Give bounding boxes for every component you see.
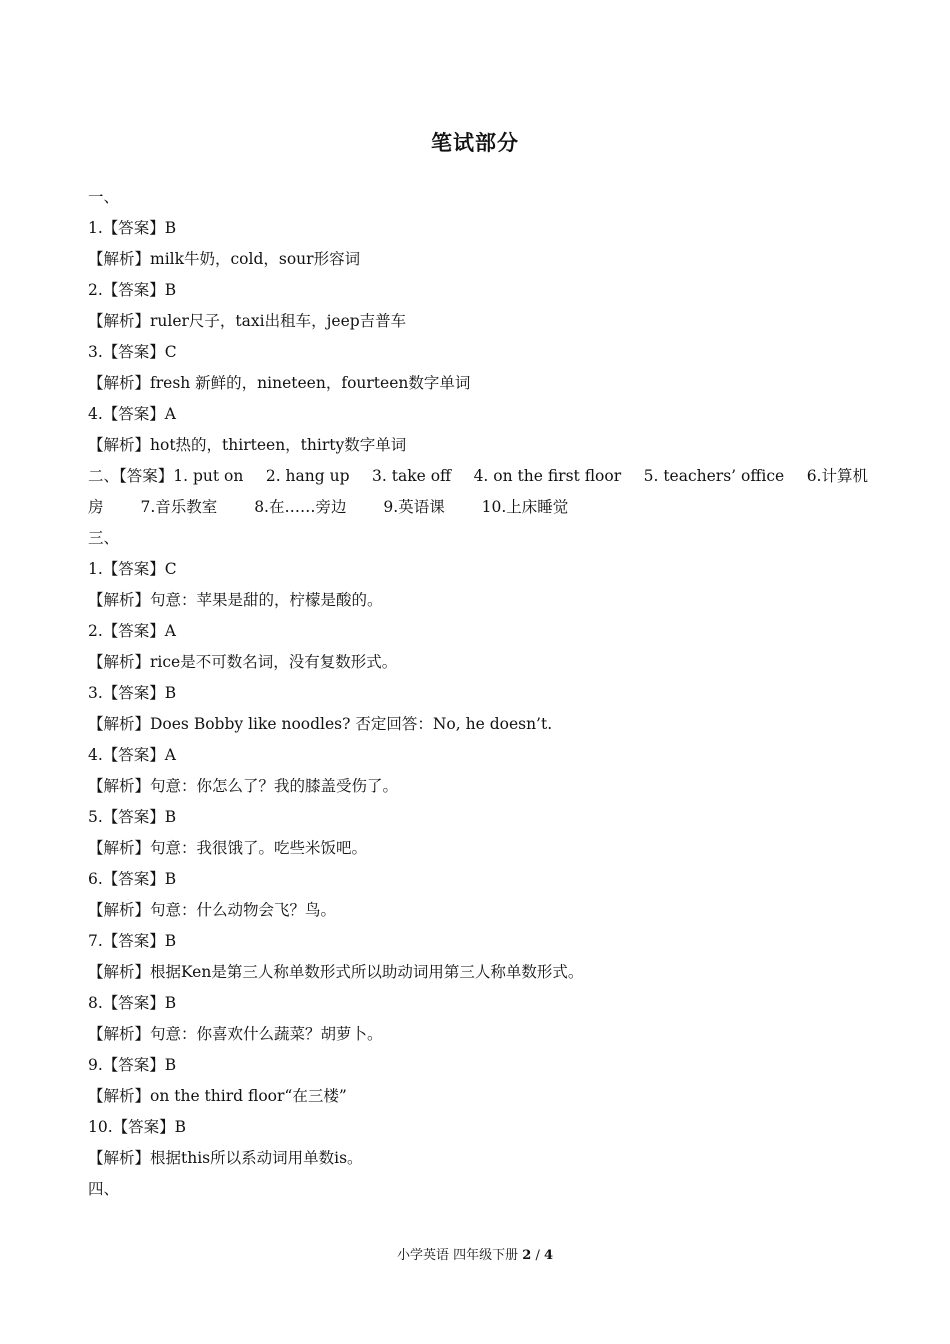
section-two-answers (88, 461, 868, 492)
answer-item: 7.音乐教室 (140, 498, 218, 516)
text-line: 【解析】句意：你喜欢什么蔬菜？胡萝卜。 (88, 1025, 383, 1043)
footer-label: 小学英语 四年级下册 (396, 1248, 519, 1263)
text-line: 1.【答案】C (88, 560, 177, 578)
answer-item: 3. take off (372, 467, 452, 485)
page-separator: / (535, 1248, 540, 1263)
answer-item: 6.计算机 (806, 467, 868, 485)
text-line: 【解析】hot热的，thirteen，thirty数字单词 (88, 436, 407, 454)
page-number: 2 (522, 1248, 532, 1263)
text-line: 3.【答案】B (88, 684, 177, 702)
answer-item: 10.上床睡觉 (481, 498, 569, 516)
text-line: 10.【答案】B (88, 1118, 187, 1136)
text-line: 4.【答案】A (88, 746, 176, 764)
text-line: 2.【答案】B (88, 281, 177, 299)
answer-item: 8.在……旁边 (254, 498, 347, 516)
text-line: 【解析】milk牛奶，cold，sour形容词 (88, 250, 361, 268)
page-footer (0, 1244, 950, 1263)
answer-item: 二、【答案】1. put on (88, 467, 244, 485)
text-line: 【解析】句意：苹果是甜的，柠檬是酸的。 (88, 591, 383, 609)
answer-item: 5. teachers’ office (643, 467, 785, 485)
text-line: 【解析】句意：什么动物会飞？鸟。 (88, 901, 337, 919)
text-line: 2.【答案】A (88, 622, 176, 640)
text-line: 【解析】句意：我很饿了。吃些米饭吧。 (88, 839, 368, 857)
text-line: 9.【答案】B (88, 1056, 177, 1074)
text-line: 四、 (88, 1180, 120, 1198)
text-line: 一、 (88, 188, 120, 206)
text-line: 4.【答案】A (88, 405, 176, 423)
text-line: 【解析】根据Ken是第三人称单数形式所以助动词用第三人称单数形式。 (88, 963, 584, 981)
text-line: 8.【答案】B (88, 994, 177, 1012)
text-line: 【解析】on the third floor“在三楼” (88, 1087, 347, 1105)
text-line: 三、 (88, 529, 120, 547)
text-line: 【解析】根据this所以系动词用单数is。 (88, 1149, 363, 1167)
text-line: 【解析】句意：你怎么了？我的膝盖受伤了。 (88, 777, 399, 795)
text-line: 3.【答案】C (88, 343, 177, 361)
section-two-continuation (88, 492, 868, 523)
answer-item: 4. on the first floor (473, 467, 622, 485)
text-line: 【解析】Does Bobby like noodles? 否定回答：No, he doesn’t. (88, 715, 553, 733)
text-line: 5.【答案】B (88, 808, 177, 826)
text-line: 7.【答案】B (88, 932, 177, 950)
page-total: 4 (543, 1248, 554, 1263)
text-line: 【解析】fresh 新鲜的，nineteen，fourteen数字单词 (88, 374, 471, 392)
document-body (88, 182, 868, 1205)
page-title: 笔试部分 (431, 131, 519, 155)
answer-item: 房 (88, 498, 104, 516)
text-line: 【解析】ruler尺子，taxi出租车，jeep吉普车 (88, 312, 407, 330)
text-line: 6.【答案】B (88, 870, 177, 888)
answer-item: 2. hang up (265, 467, 350, 485)
text-line: 【解析】rice是不可数名词，没有复数形式。 (88, 653, 398, 671)
text-line: 1.【答案】B (88, 219, 177, 237)
answer-item: 9.英语课 (383, 498, 445, 516)
